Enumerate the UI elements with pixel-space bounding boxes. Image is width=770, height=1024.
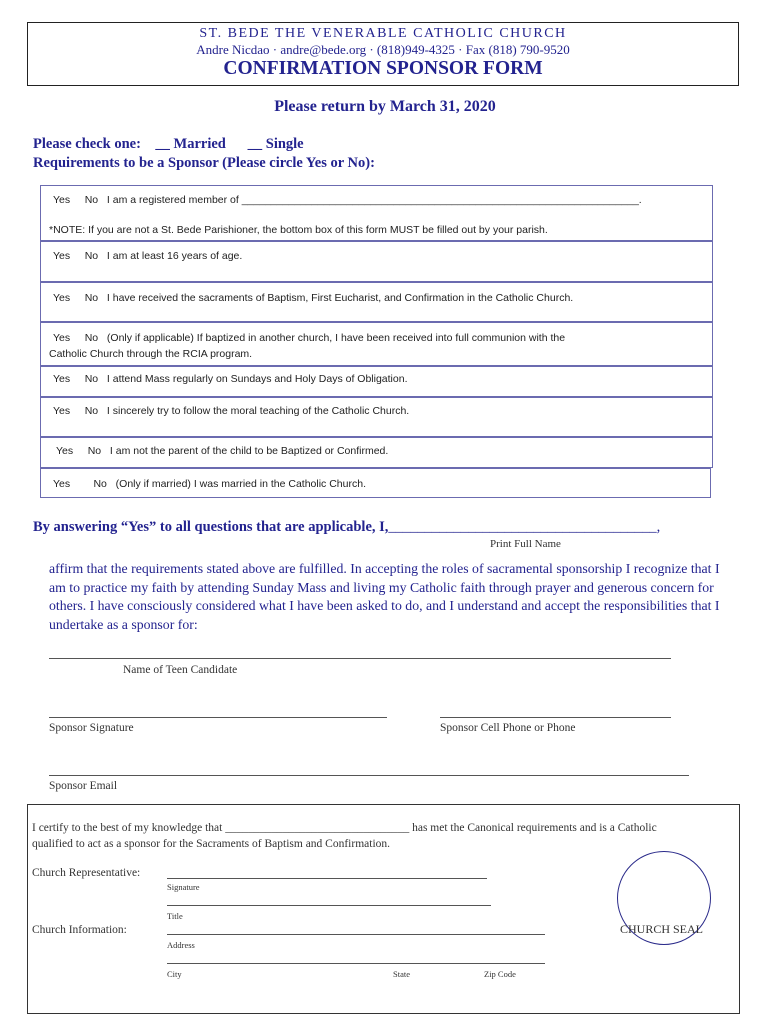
certification-text xyxy=(32,820,722,852)
requirement-moral-teaching xyxy=(40,397,713,437)
teen-candidate-line[interactable] xyxy=(49,658,671,659)
church-info-label: Church Information: xyxy=(32,924,127,936)
requirement-sacraments xyxy=(40,282,713,322)
requirement-text: I sincerely try to follow the moral teaching of the Catholic Church. xyxy=(106,405,410,417)
yes-no-choice[interactable]: Yes No xyxy=(53,332,99,344)
requirement-not-parent xyxy=(40,437,713,468)
church-rep-signature-line[interactable] xyxy=(167,878,487,879)
requirement-note: *NOTE: If you are not a St. Bede Parishioner, the bottom box of this form MUST be filled out by your parish. xyxy=(49,224,548,236)
requirement-text: (Only if applicable) If baptized in another church, I have been received into full communion with the xyxy=(106,332,566,344)
church-rep-label: Church Representative: xyxy=(32,867,141,879)
requirement-text: I attend Mass regularly on Sundays and Holy Days of Obligation. xyxy=(106,373,408,385)
requirement-text-cont: Catholic Church through the RCIA program. xyxy=(49,348,253,360)
return-by-date: Please return by March 31, 2020 xyxy=(274,98,496,115)
church-name: ST. BEDE THE VENERABLE CATHOLIC CHURCH xyxy=(199,26,567,41)
requirement-text: I am not the parent of the child to be Baptized or Confirmed. xyxy=(109,445,389,457)
requirement-text: I am a registered member of ____________________________________________________________________. xyxy=(106,194,642,206)
title-label: Title xyxy=(167,911,183,921)
requirement-mass-attendance xyxy=(40,366,713,397)
church-address-line[interactable] xyxy=(167,934,545,935)
requirement-registered-member xyxy=(40,185,713,241)
yes-no-choice[interactable]: Yes No xyxy=(53,292,99,304)
sponsor-email-label: Sponsor Email xyxy=(49,780,118,792)
yes-no-choice[interactable]: Yes No xyxy=(53,405,99,417)
full-name-blank[interactable]: _____________________________________, xyxy=(388,519,661,535)
state-label: State xyxy=(393,969,410,979)
signature-label: Signature xyxy=(167,882,200,892)
yes-no-choice[interactable]: Yes No xyxy=(53,194,99,206)
requirement-married xyxy=(40,468,711,498)
zip-label: Zip Code xyxy=(484,969,516,979)
requirement-rcia xyxy=(40,322,713,366)
certification-line-1: I certify to the best of my knowledge that ________________________________ has met the Canonical requirements and is a Catholic xyxy=(32,822,657,834)
teen-candidate-label: Name of Teen Candidate xyxy=(123,664,238,676)
sponsor-signature-line[interactable] xyxy=(49,717,387,718)
sponsor-email-line[interactable] xyxy=(49,775,689,776)
contact-info: Andre Nicdao · andre@bede.org · (818)949-4325 · Fax (818) 790-9520 xyxy=(196,42,570,57)
church-city-state-zip-line[interactable] xyxy=(167,963,545,964)
affirmation-body: affirm that the requirements stated above are fulfilled. In accepting the roles of sacramental sponsorship I recognize that I am to practice my faith by attending Sunday Mass and living my Catholic faith through prayer and generous concern for others. I have consciously considered what I have been asked to do, and I understand and accept the responsibilities that I undertake as a sponsor for: xyxy=(49,561,720,632)
church-rep-title-line[interactable] xyxy=(167,905,491,906)
marital-status-check: Please check one: __ Married __ Single xyxy=(33,136,304,152)
requirements-heading: Requirements to be a Sponsor (Please circle Yes or No): xyxy=(33,155,375,171)
form-title: CONFIRMATION SPONSOR FORM xyxy=(223,58,543,79)
yes-no-choice[interactable]: Yes No xyxy=(53,373,99,385)
yes-no-choice[interactable]: Yes No xyxy=(56,445,102,457)
affirmation-intro-text: By answering “Yes” to all questions that are applicable, I, xyxy=(33,519,389,535)
requirement-text: I am at least 16 years of age. xyxy=(106,250,243,262)
sponsor-signature-label: Sponsor Signature xyxy=(49,722,134,734)
requirement-text: (Only if married) I was married in the Catholic Church. xyxy=(115,478,366,490)
address-label: Address xyxy=(167,940,195,950)
city-label: City xyxy=(167,969,182,979)
yes-no-choice[interactable]: Yes No xyxy=(53,478,107,490)
sponsor-phone-line[interactable] xyxy=(440,717,671,718)
affirmation-intro xyxy=(33,519,660,536)
sponsor-phone-label: Sponsor Cell Phone or Phone xyxy=(440,722,576,734)
requirement-text: I have received the sacraments of Baptism, First Eucharist, and Confirmation in the Catholic Church. xyxy=(106,292,574,304)
certification-line-2: qualified to act as a sponsor for the Sacraments of Baptism and Confirmation. xyxy=(32,838,391,850)
yes-no-choice[interactable]: Yes No xyxy=(53,250,99,262)
church-seal-label: CHURCH SEAL xyxy=(620,922,704,936)
requirement-age xyxy=(40,241,713,282)
print-name-label: Print Full Name xyxy=(490,538,561,550)
